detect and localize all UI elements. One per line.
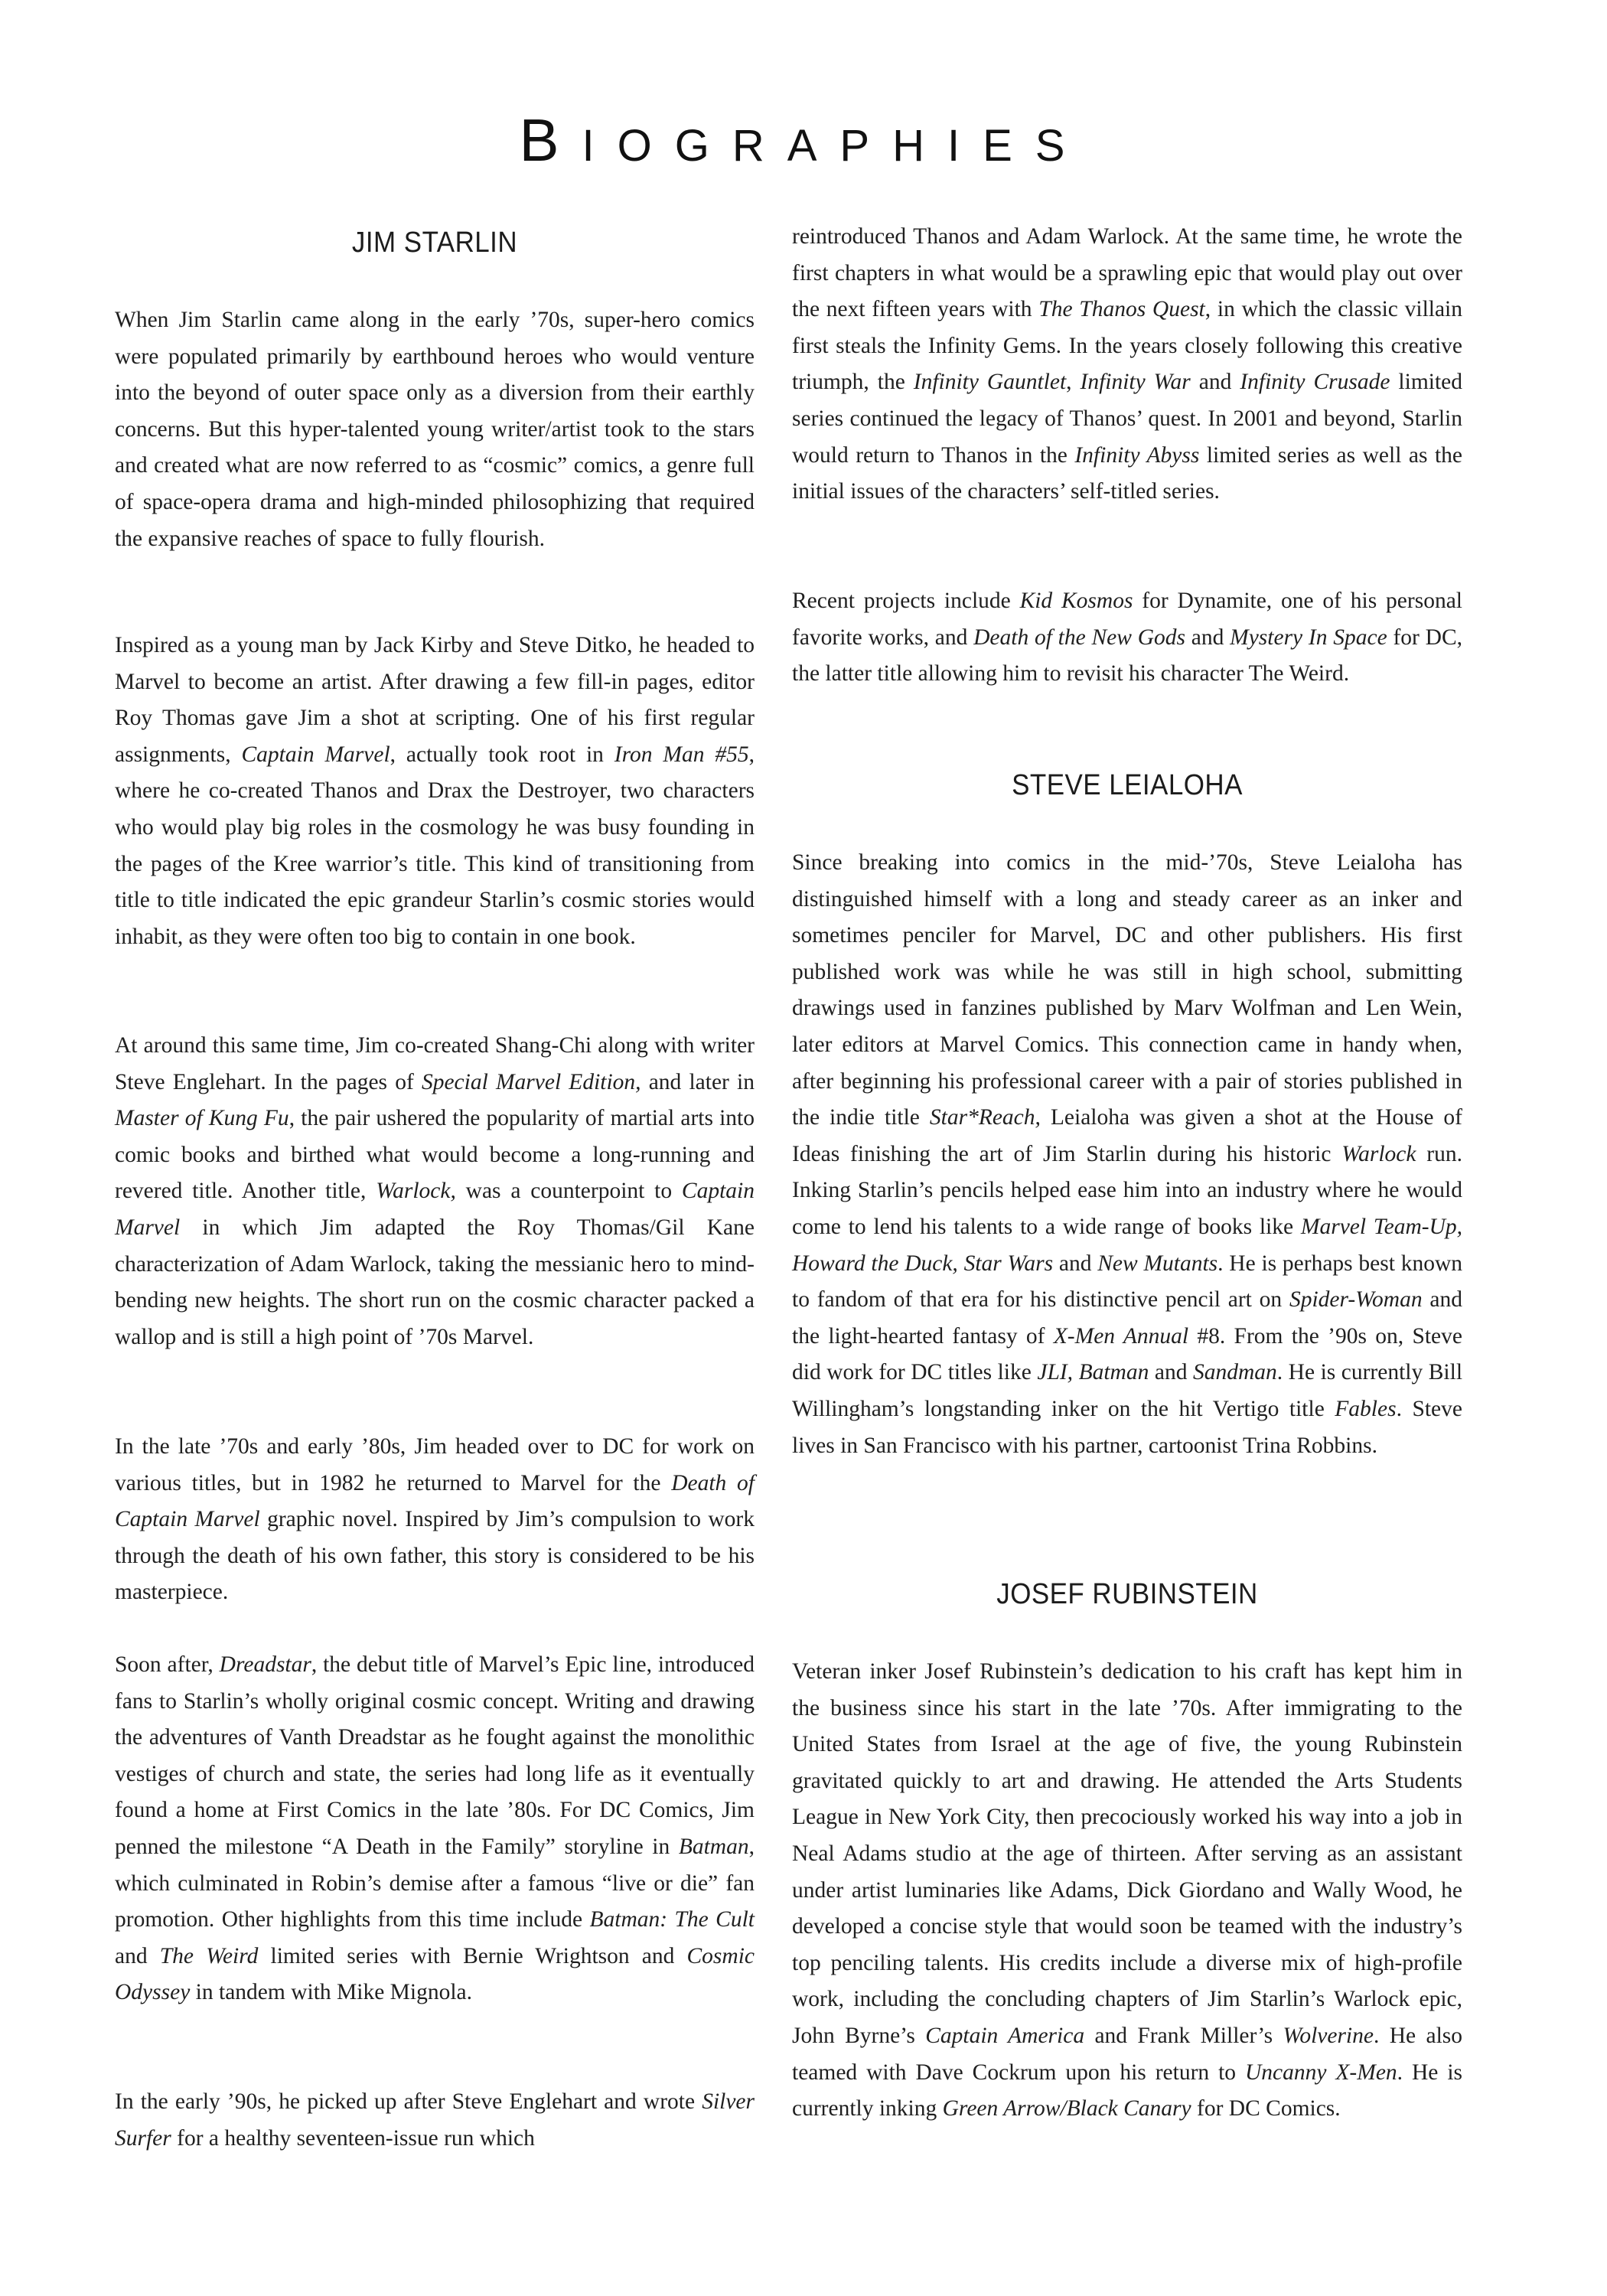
body-text: #8. From the ’90s on, Steve did work for DC titles like [792, 1323, 1462, 1385]
italic-title-text: Captain America [925, 2023, 1085, 2048]
body-text: Inspired as a young man by Jack Kirby and Steve Ditko, he headed to Marvel to become an artist. After drawing a few fill-in pages, editor Roy Thomas gave Jim a shot at scripting. One of his first regular assignments, [115, 633, 755, 767]
paragraph [792, 845, 1462, 1464]
bio-heading-steve-leialoha: STEVE LEIALOHA [1012, 769, 1243, 801]
page-title [0, 106, 1607, 175]
body-text: . He also teamed with Dave Cockrum upon his return to [792, 2023, 1462, 2085]
italic-title-text: Iron Man #55 [614, 742, 749, 767]
paragraph [115, 1028, 755, 1355]
italic-title-text: Marvel Team-Up, Howard the Duck, Star Wars [792, 1214, 1462, 1276]
body-text: , where he co-created Thanos and Drax the Destroyer, two characters who would play big roles in the cosmology he was busy founding in the pages of the Kree warrior’s title. This kind of transitioning from title to title indicated the epic grandeur Starlin’s cosmic stories would inhabit, as they were often too big to contain in one book. [115, 742, 755, 949]
paragraph [792, 583, 1462, 693]
body-text: When Jim Starlin came along in the early ’70s, super-hero comics were populated primarily by earthbound heroes who would venture into the beyond of outer space only as a diversion from their earthly concerns. But this hyper-talented young writer/artist took to the stars and created what are now referred to as “cosmic” comics, a genre full of space-opera drama and high-minded philosophizing that required the expansive reaches of space to fully flourish. [115, 308, 755, 551]
body-text: run. Inking Starlin’s pencils helped ease him into an industry where he would come to lend his talents to a wide range of books like [792, 1141, 1462, 1239]
body-text: for a healthy seventeen-issue run which [171, 2125, 535, 2151]
paragraph [115, 1647, 755, 2011]
italic-title-text: Uncanny X-Men [1244, 2060, 1397, 2085]
body-text: , the pair ushered the popularity of martial arts into comic books and birthed what would become a long-running and revered title. Another title, [115, 1106, 755, 1204]
italic-title-text: Warlock [1341, 1141, 1416, 1166]
body-text: , [1066, 370, 1081, 395]
body-text: . He is currently inking [792, 2060, 1462, 2122]
italic-title-text: The Thanos Quest [1038, 297, 1205, 322]
italic-title-text: Batman [678, 1834, 749, 1859]
italic-title-text: Death of Captain Marvel [115, 1470, 755, 1532]
body-text: Soon after, [115, 1652, 220, 1677]
paragraph [115, 1429, 755, 1611]
body-text: In the early ’90s, he picked up after Steve Englehart and wrote [115, 2089, 702, 2114]
italic-title-text: Death of the New Gods [973, 625, 1185, 650]
paragraph [792, 1654, 1462, 2128]
italic-title-text: Captain Marvel [115, 1179, 755, 1240]
body-text: and the light-hearted fantasy of [792, 1287, 1463, 1349]
italic-title-text: JLI, Batman [1037, 1360, 1149, 1385]
body-text: and [1185, 625, 1231, 650]
italic-title-text: Mystery In Space [1230, 625, 1387, 650]
body-text: and [1053, 1251, 1098, 1276]
paragraph [115, 628, 755, 955]
paragraph [115, 2084, 755, 2157]
body-text: In the late ’70s and early ’80s, Jim headed over to DC for work on various titles, but in 1982 he returned to Marvel for the [115, 1434, 755, 1495]
body-text: was a counterpoint to [455, 1179, 682, 1204]
body-text: . Steve lives in San Francisco with his partner, cartoonist Trina Robbins. [792, 1396, 1462, 1458]
body-text: for DC, the latter title allowing him to revisit his character The Weird. [792, 625, 1462, 687]
body-text: in tandem with Mike Mignola. [190, 1980, 473, 2005]
body-text: and [1149, 1360, 1193, 1385]
body-text: Since breaking into comics in the mid-’70s, Steve Leialoha has distinguished himself with a long and steady career as an inker and sometimes penciler for Marvel, DC and other publishers. His first published work was while he was still in high school, submitting drawings used in fanzines published by Marv Wolfman and Len Wein, later editors at Marvel Comics. This connection came in handy when, after beginning his professional career with a pair of stories published in the indie title [792, 850, 1462, 1130]
body-text: for Dynamite, one of his personal favorite works, and [792, 589, 1462, 650]
body-text: , in which the classic villain first steals the Infinity Gems. In the years closely following this creative triumph, the [792, 297, 1463, 395]
body-text: limited series with Bernie Wrightson and [258, 1943, 687, 1968]
italic-title-text: Warlock, [376, 1179, 456, 1204]
italic-title-text: The Weird [159, 1943, 259, 1968]
italic-title-text: Kid Kosmos [1019, 589, 1133, 613]
body-text: Recent projects include [792, 589, 1020, 613]
page-title-rest: IOGRAPHIES [582, 121, 1088, 171]
body-text: . He is currently Bill Willingham’s longstanding inker on the hit Vertigo title [792, 1360, 1463, 1421]
body-text: . He is perhaps best known to fandom of that era for his distinctive pencil art on [792, 1251, 1463, 1313]
italic-title-text: Master of Kung Fu [115, 1106, 289, 1131]
body-text: and Frank Miller’s [1084, 2023, 1283, 2048]
italic-title-text: Silver Surfer [115, 2089, 755, 2151]
italic-title-text: New Mutants [1097, 1251, 1218, 1276]
body-text: and [1190, 370, 1240, 395]
italic-title-text: Cosmic Odyssey [115, 1943, 755, 2005]
bio-heading-jim-starlin: JIM STARLIN [351, 227, 518, 259]
body-text: Leialoha was given a shot at the House of Ideas finishing the art of Jim Starlin during his historic [792, 1105, 1462, 1166]
italic-title-text: Green Arrow/Black Canary [942, 2096, 1191, 2122]
body-text: limited series as well as the initial issues of the characters’ self-titled series. [792, 442, 1462, 504]
italic-title-text: Batman: The Cult [589, 1907, 755, 1932]
page-title-initial: B [519, 106, 582, 174]
italic-title-text: Infinity Abyss [1074, 442, 1200, 468]
body-text: , actually took root in [390, 742, 614, 767]
body-text: and later in [641, 1069, 755, 1094]
paragraph [115, 302, 755, 557]
italic-title-text: Sandman [1192, 1360, 1277, 1385]
italic-title-text: Infinity Crusade [1240, 370, 1390, 395]
body-text: , which culminated in Robin’s demise after a famous “live or die” fan promotion. Other highlights from this time include [115, 1834, 755, 1932]
italic-title-text: Wolverine [1283, 2023, 1374, 2048]
italic-title-text: Captain Marvel [241, 742, 390, 767]
paragraph [792, 219, 1462, 510]
italic-title-text: Fables [1335, 1396, 1397, 1421]
body-text: Veteran inker Josef Rubinstein’s dedication to his craft has kept him in the business since his start in the late ’70s. After immigrating to the United States from Israel at the age of five, the young Rubinstein gravitated quickly to art and drawing. He attended the Arts Students League in New York City, then precociously worked his way into a job in Neal Adams studio at the age of thirteen. After serving as an assistant under artist luminaries like Adams, Dick Giordano and Wally Wood, he developed a concise style that would soon be teamed with the industry’s top penciling talents. His credits include a diverse mix of high-profile work, including the concluding chapters of Jim Starlin’s Warlock epic, John Byrne’s [792, 1659, 1462, 2048]
italic-title-text: Dreadstar [219, 1652, 311, 1677]
body-text: graphic novel. Inspired by Jim’s compulsion to work through the death of his own father, this story is considered to be his masterpiece. [115, 1507, 755, 1605]
body-text: for DC Comics. [1191, 2096, 1341, 2122]
body-text: and [115, 1943, 160, 1968]
italic-title-text: Infinity War [1080, 370, 1191, 395]
italic-title-text: Special Marvel Edition, [421, 1069, 641, 1094]
body-text: limited series continued the legacy of Thanos’ quest. In 2001 and beyond, Starlin would return to Thanos in the [792, 370, 1463, 468]
italic-title-text: Spider-Woman [1289, 1287, 1423, 1313]
body-text: , the debut title of Marvel’s Epic line, introduced fans to Starlin’s wholly original cosmic concept. Writing and drawing the adventures of Vanth Dreadstar as he fought against the monolithic vestiges of church and state, the series had long life as it eventually found a home at First Comics in the late ’80s. For DC Comics, Jim penned the milestone “A Death in the Family” storyline in [115, 1652, 755, 1859]
italic-title-text: X-Men Annual [1053, 1323, 1189, 1349]
body-text: reintroduced Thanos and Adam Warlock. At the same time, he wrote the first chapters in what would be a sprawling epic that would play out over the next fifteen years with [792, 224, 1462, 322]
body-text: At around this same time, Jim co-created Shang-Chi along with writer Steve Englehart. In the pages of [115, 1033, 755, 1094]
bio-heading-josef-rubinstein: JOSEF RUBINSTEIN [996, 1578, 1258, 1610]
italic-title-text: Star*Reach, [929, 1105, 1041, 1130]
italic-title-text: Infinity Gauntlet [913, 370, 1067, 395]
body-text: in which Jim adapted the Roy Thomas/Gil Kane characterization of Adam Warlock, taking the messianic hero to mind-bending new heights. The short run on the cosmic character packed a wallop and is still a high point of ’70s Marvel. [115, 1215, 755, 1349]
